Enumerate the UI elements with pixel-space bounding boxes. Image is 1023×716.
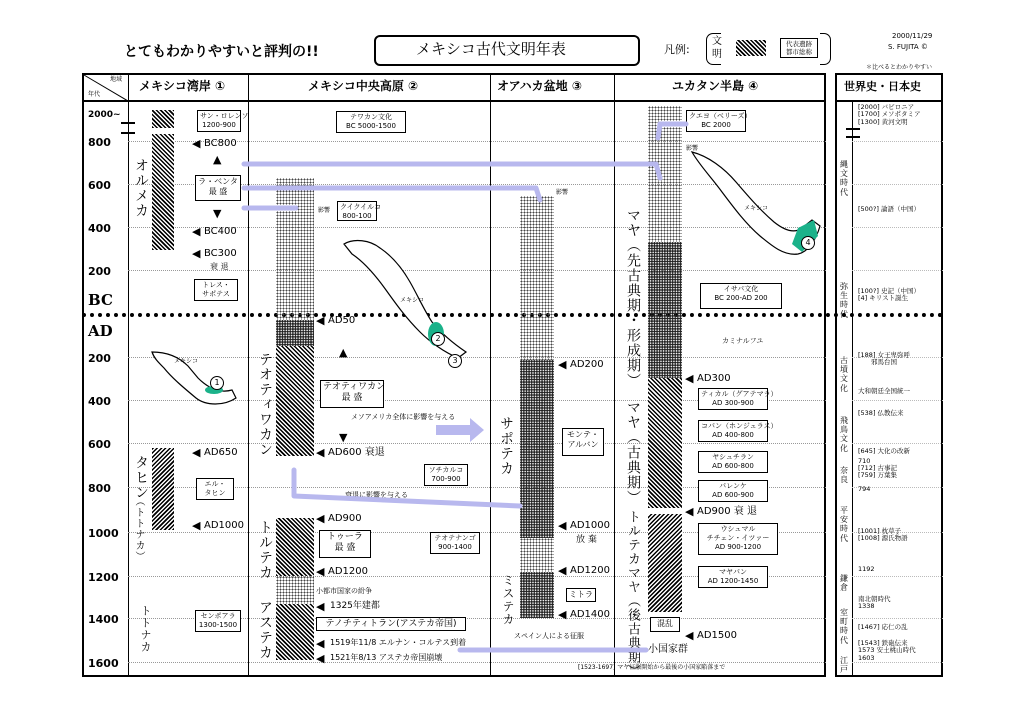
era-edo: 江 戸 — [840, 656, 848, 675]
la-venta-box: ラ・ベンタ 最 盛 — [195, 175, 241, 201]
author: S. FUJITA © — [888, 43, 928, 51]
tick-ad: AD — [88, 322, 113, 340]
y1521-marker: 1521年8/13 アステカ帝国崩壊 — [330, 653, 443, 662]
copan-box: コパン（ホンジュラス） AD 400-800 — [698, 420, 768, 442]
toltec-label: トルテカ — [257, 520, 273, 580]
tajin-label: タヒン — [133, 455, 149, 500]
y1521-pointer: ◀ — [316, 652, 325, 665]
tick-ad1000: 1000 — [88, 527, 119, 540]
region-central: メキシコ中央高原 ② — [308, 79, 419, 93]
toltec-maya-label: トルテカマヤ（後古典期） — [625, 510, 640, 678]
y1519-pointer: ◀ — [316, 637, 325, 650]
olmec-label: オルメカ — [133, 158, 149, 218]
ad1500-marker: AD1500 — [697, 630, 737, 641]
cempoala-box: センポアラ 1300-1500 — [195, 610, 241, 632]
olmec-decline: 衰 退 — [210, 262, 229, 271]
y1325-pointer: ◀ — [316, 600, 325, 613]
ad200-oaxaca-pointer: ◀ — [558, 358, 567, 371]
teotenango-box: テオテナンゴ 900-1400 — [430, 532, 480, 554]
y1325-marker: 1325年建都 — [330, 601, 380, 611]
era-asuka: 飛 鳥 文 化 — [840, 416, 848, 453]
world-yamato: 大和朝廷全国統一 — [858, 387, 910, 395]
ad300-pointer: ◀ — [685, 372, 694, 385]
yucatan-influence: 影響 — [686, 145, 699, 152]
tick-ad800: 800 — [88, 482, 111, 495]
legend-bracket: 文 明 — [712, 36, 722, 60]
world-nanboku: 南北朝時代 1338 — [858, 595, 891, 611]
tula-box: トゥーラ 最 盛 — [319, 530, 371, 558]
ad650-pointer: ◀ — [192, 446, 201, 459]
chaos-box: 混乱 — [650, 617, 680, 632]
ad1200-central-pointer: ◀ — [316, 565, 325, 578]
map-central-marker-2: 2 — [431, 332, 445, 346]
zapotec-label: サポテカ — [498, 416, 514, 476]
ad200-oaxaca-marker: AD200 — [570, 359, 604, 370]
teo-down-arrow: ▼ — [339, 431, 348, 444]
tick-ad1200: 1200 — [88, 571, 119, 584]
y1519-marker: 1519年11/8 エルナン・コルテス到着 — [330, 638, 467, 647]
cuello-connector — [658, 124, 686, 138]
world-firearms: [1543] 鉄砲伝来 1573 安土桃山時代 1603 — [858, 639, 916, 662]
era-muromachi: 室 町 時 代 — [840, 608, 848, 645]
tagline: とてもわかりやすいと評判の!! — [124, 44, 319, 60]
tres-zapotes-box: トレス・ サポテス — [194, 279, 238, 301]
world-genji: [1001] 枕草子 [1008] 源氏物語 — [858, 527, 908, 543]
ad600-marker: AD600 衰退 — [328, 447, 385, 458]
aztec-label: アステカ — [257, 600, 273, 660]
xochicalco-box: ソチカルコ 700-900 — [424, 464, 468, 486]
ad650-marker: AD650 — [204, 447, 238, 458]
bc800-pointer: ◀ — [192, 137, 201, 150]
tick-bc400: 400 — [88, 222, 111, 235]
ad300-marker: AD300 — [697, 373, 731, 384]
ad1200-oaxaca-marker: AD1200 — [570, 565, 610, 576]
monte-alban-box: モンテ・ アルバン — [562, 428, 604, 456]
small-states-central: 小都市国家の紛争 — [316, 587, 372, 595]
map-central-label: メキシコ — [400, 297, 424, 304]
teo-decline-connector — [294, 470, 520, 506]
world-analects: [500?] 論語（中国） — [858, 205, 920, 213]
map-yucatan-marker: 4 — [801, 236, 815, 250]
ad1000-gulf-marker: AD1000 — [204, 520, 244, 531]
ad1200-central-marker: AD1200 — [328, 566, 368, 577]
tick-bc200: 200 — [88, 265, 111, 278]
la-venta-down-arrow: ▼ — [213, 207, 222, 220]
ad50-marker: AD50 — [328, 315, 356, 326]
meso-influence: メソアメリカ全体に影響を与える — [351, 413, 456, 421]
ad1200-oaxaca-pointer: ◀ — [558, 564, 567, 577]
teotihuacan-label: テオティワカン — [257, 352, 273, 457]
izapa-box: イサパ文化 BC 200-AD 200 — [700, 283, 782, 309]
tick-ad600: 600 — [88, 438, 111, 451]
ad900-central-pointer: ◀ — [316, 512, 325, 525]
maya-preclassic-label: マヤ（先古典期・形成期） — [625, 208, 641, 388]
tick-bc800: 800 — [88, 136, 111, 149]
world-himiko: [188] 女王卑弥呼 邪馬台国 — [858, 351, 911, 367]
region-oaxaca: オアハカ盆地 ③ — [497, 79, 583, 93]
bc300-pointer: ◀ — [192, 247, 201, 260]
maya-classic-label: マヤ（古典期） — [625, 400, 641, 505]
legend-box: 代表遺跡 都市総称 — [780, 38, 818, 58]
world-break-mark — [846, 128, 860, 138]
tick-bc600: 600 — [88, 179, 111, 192]
era-jomon: 縄 文 時 代 — [840, 160, 848, 197]
spanish-conquest: スペイン人による征服 — [514, 632, 584, 640]
la-venta-up-arrow: ▲ — [213, 153, 222, 166]
uxmal-box: ウシュマル チチェン・イツァー AD 900-1200 — [698, 523, 778, 555]
era-nara: 奈 良 — [840, 466, 848, 485]
bc800-marker: BC800 — [204, 138, 237, 149]
olmec-to-oaxaca-connector — [244, 188, 540, 200]
meso-influence-arrow — [436, 418, 484, 442]
ad900-yucatan-pointer: ◀ — [685, 505, 694, 518]
tick-ad200: 200 — [88, 352, 111, 365]
region-yucatan: ユカタン半島 ④ — [672, 79, 759, 93]
tikal-box: ティカル（グアテマラ） AD 300-900 — [698, 388, 768, 410]
tick-ad1400: 1400 — [88, 613, 119, 626]
world-onin: [1467] 応仁の乱 — [858, 623, 908, 631]
world-header: 世界史・日本史 — [844, 80, 921, 93]
bc300-marker: BC300 — [204, 248, 237, 259]
ad50-pointer: ◀ — [316, 314, 325, 327]
ad1400-oaxaca-marker: AD1400 — [570, 609, 610, 620]
tick-2000: 2000~ — [88, 110, 121, 120]
tehuacan-box: テワカン文化 BC 5000-1500 — [336, 111, 406, 133]
palenque-box: パレンケ AD 600-900 — [698, 480, 768, 502]
ad1000-gulf-pointer: ◀ — [192, 519, 201, 532]
abandon-label: 放 棄 — [576, 535, 597, 545]
world-taika: [645] 大化の改新 — [858, 447, 911, 455]
world-794: 794 — [858, 485, 871, 493]
corner-top: 地域 — [110, 76, 123, 83]
ad600-pointer: ◀ — [316, 446, 325, 459]
map-gulf-label: メキシコ — [174, 358, 198, 365]
mayapan-box: マヤパン AD 1200-1450 — [698, 566, 768, 588]
el-tajin-box: エル・ タヒン — [196, 478, 234, 500]
world-buddhism: [538] 仏教伝来 — [858, 409, 904, 417]
ad1500-pointer: ◀ — [685, 629, 694, 642]
tick-ad1600: 1600 — [88, 657, 119, 670]
cuello-box: クエヨ（ベリーズ） BC 2000 — [686, 110, 746, 132]
teo-up-arrow: ▲ — [339, 346, 348, 359]
era-heian: 平 安 時 代 — [840, 506, 848, 543]
map-gulf-marker: 1 — [210, 376, 224, 390]
san-lorenzo-box: サン・ロレンソ 1200-900 — [197, 110, 241, 132]
main-title: メキシコ古代文明年表 — [416, 40, 566, 58]
map-central-marker-3: 3 — [448, 354, 462, 368]
cuicuilco-box: クイクイルコ 800-100 — [337, 201, 377, 221]
ad900-yucatan-marker: AD900 衰 退 — [697, 506, 757, 517]
ad900-central-marker: AD900 — [328, 513, 362, 524]
kaminaljuyu: カミナルフユ — [722, 337, 764, 345]
tenochtitlan-box: テノチティトラン(アステカ帝国) — [316, 617, 466, 631]
era-kofun: 古 墳 文 化 — [840, 356, 848, 393]
world-710: 710 — [858, 457, 871, 465]
bc400-marker: BC400 — [204, 226, 237, 237]
olmec-to-maya-connector — [244, 164, 660, 178]
mitla-box: ミトラ — [566, 588, 596, 602]
era-yayoi: 弥 生 時 代 — [840, 282, 848, 319]
era-kamakura: 鎌 倉 — [840, 574, 848, 593]
region-gulf: メキシコ湾岸 ① — [139, 79, 226, 93]
tajin-sub-label: （トトナカ） — [133, 496, 144, 562]
world-ancient: [2000] バビロニア [1700] メソポタミア [1300] 黄河文明 — [858, 103, 921, 126]
ad1000-oaxaca-pointer: ◀ — [558, 519, 567, 532]
corner-bottom: 年代 — [88, 91, 101, 98]
teo-peak-box: テオティワカン 最 盛 — [320, 380, 384, 408]
world-kojiki: [712] 古事記 [759] 万葉集 — [858, 464, 898, 480]
compare-note: ＊比べるとわかりやすい — [866, 64, 933, 71]
totonaka-label: トトナカ — [139, 605, 152, 653]
world-1192: 1192 — [858, 565, 875, 573]
yaxchilan-box: ヤシュチラン AD 600-800 — [698, 451, 768, 473]
small-states-yucatan: 小国家群 — [648, 644, 688, 655]
bc400-pointer: ◀ — [192, 225, 201, 238]
tick-bc: BC — [88, 291, 113, 309]
maya-conquest-footnote: [1523-1697] マヤ征服開始から最後の小国家陥落まで — [578, 664, 726, 671]
tick-ad400: 400 — [88, 395, 111, 408]
central-influence: 影響 — [318, 207, 331, 214]
oaxaca-influence: 影響 — [556, 189, 569, 196]
decline-influence: 衰退に影響を与える — [345, 491, 408, 499]
map-yucatan-label: メキシコ — [744, 205, 768, 212]
mixtec-label: ミステカ — [501, 574, 515, 626]
ad1000-oaxaca-marker: AD1000 — [570, 520, 610, 531]
ad1400-oaxaca-pointer: ◀ — [558, 608, 567, 621]
world-shiki: [100?] 史記（中国） [4] キリスト誕生 — [858, 287, 920, 303]
date: 2000/11/29 — [892, 32, 933, 40]
map-gulf — [148, 346, 240, 408]
legend-label: 凡例: — [664, 43, 690, 56]
